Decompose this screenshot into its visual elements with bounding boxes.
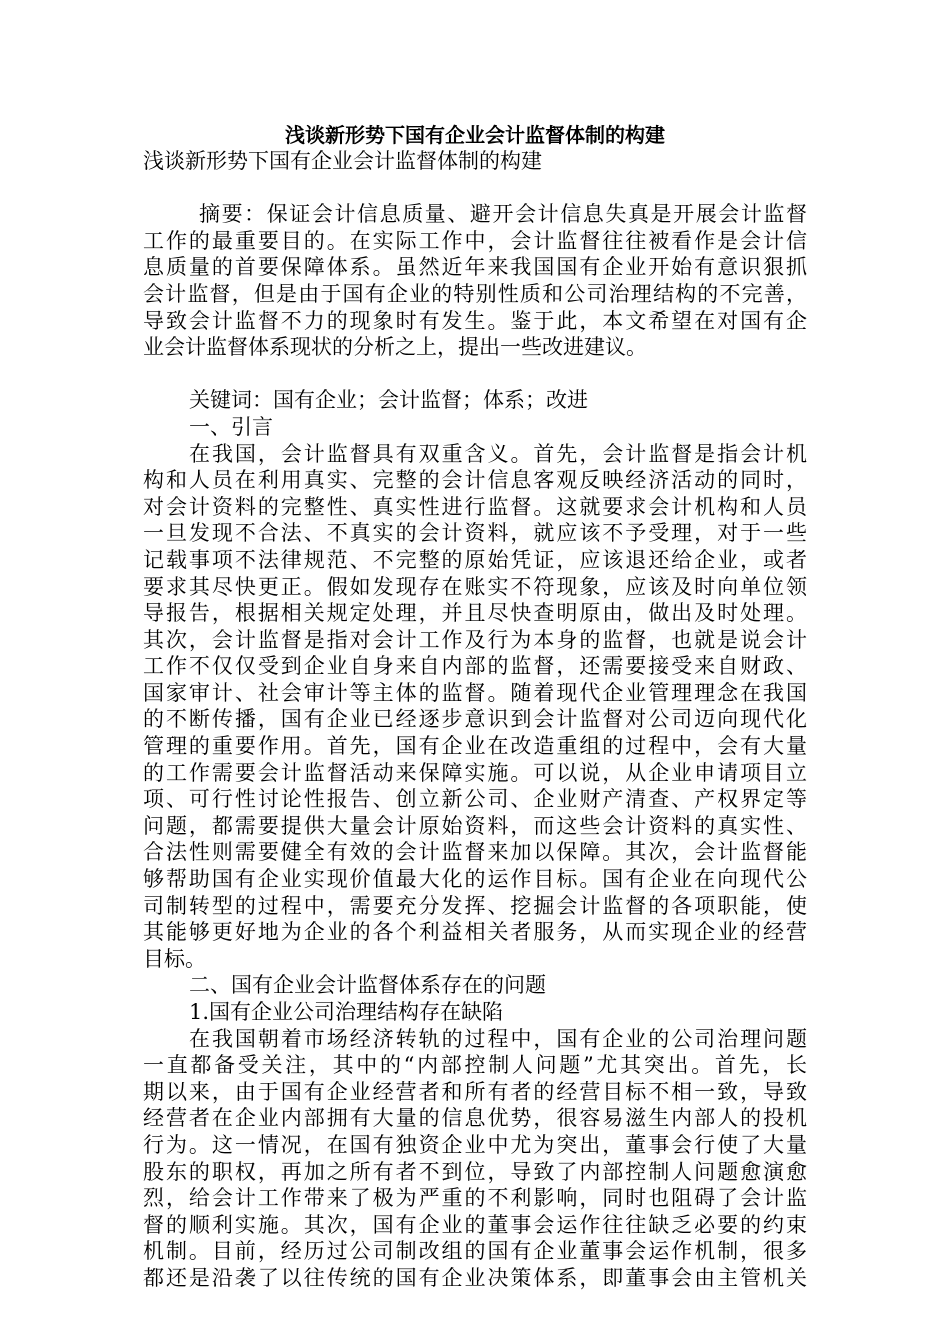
document-title: 浅谈新形势下国有企业会计监督体制的构建 bbox=[285, 123, 665, 147]
paragraph-line: 在我国朝着市场经济转轨的过程中，国有企业的公司治理问题 bbox=[189, 1026, 807, 1051]
paragraph-line: 构和人员在利用真实、完整的会计信息客观反映经济活动的同时， bbox=[143, 468, 807, 493]
paragraph-line: 督的顺利实施。其次，国有企业的董事会运作往往缺乏必要的约束 bbox=[143, 1212, 807, 1237]
paragraph-line: 机制。目前，经历过公司制改组的国有企业董事会运作机制，很多 bbox=[143, 1239, 807, 1264]
paragraph-line: 要求其尽快更正。假如发现存在账实不符现象，应该及时向单位领 bbox=[143, 574, 807, 599]
paragraph-line: 都还是沿袭了以往传统的国有企业决策体系，即董事会由主管机关 bbox=[143, 1265, 807, 1290]
paragraph-line: 经营者在企业内部拥有大量的信息优势，很容易滋生内部人的投机 bbox=[143, 1106, 807, 1131]
paragraph-line: 烈，给会计工作带来了极为严重的不利影响，同时也阻碍了会计监 bbox=[143, 1186, 807, 1211]
abstract-line: 导致会计监督不力的现象时有发生。鉴于此，本文希望在对国有企 bbox=[143, 308, 807, 333]
paragraph-line: 司制转型的过程中，需要充分发挥、挖掘会计监督的各项职能，使 bbox=[143, 893, 807, 918]
paragraph-line: 的工作需要会计监督活动来保障实施。可以说，从企业申请项目立 bbox=[143, 760, 807, 785]
document-body bbox=[143, 148, 807, 1292]
governance-paragraph bbox=[143, 1026, 807, 1292]
abstract-line: 工作的最重要目的。在实际工作中，会计监督往往被看作是会计信 bbox=[143, 228, 807, 253]
paragraph-line: 其次，会计监督是指对会计工作及行为本身的监督，也就是说会计 bbox=[143, 627, 807, 652]
abstract-line: 摘要：保证会计信息质量、避开会计信息失真是开展会计监督 bbox=[199, 202, 807, 227]
paragraph-line: 记载事项不法律规范、不完整的原始凭证，应该退还给企业，或者 bbox=[143, 547, 807, 572]
blank-line bbox=[143, 175, 807, 202]
paragraph-line: 的不断传播，国有企业已经逐步意识到会计监督对公司迈向现代化 bbox=[143, 707, 807, 732]
abstract-line: 会计监督，但是由于国有企业的特别性质和公司治理结构的不完善， bbox=[143, 281, 807, 306]
paragraph-line: 够帮助国有企业实现价值最大化的运作目标。国有企业在向现代公 bbox=[143, 867, 807, 892]
document-subtitle: 浅谈新形势下国有企业会计监督体制的构建 bbox=[143, 149, 542, 173]
keywords-line: 关键词：国有企业；会计监督；体系；改进 bbox=[189, 388, 588, 413]
subsection-heading-governance: 1.国有企业公司治理结构存在缺陷 bbox=[189, 1000, 504, 1024]
section-heading-problems: 二、国有企业会计监督体系存在的问题 bbox=[189, 973, 546, 998]
abstract-line: 息质量的首要保障体系。虽然近年来我国国有企业开始有意识狠抓 bbox=[143, 255, 807, 280]
paragraph-line: 项、可行性讨论性报告、创立新公司、企业财产清查、产权界定等 bbox=[143, 787, 807, 812]
paragraph-line: 期以来，由于国有企业经营者和所有者的经营目标不相一致，导致 bbox=[143, 1079, 807, 1104]
paragraph-line: 一旦发现不合法、不真实的会计资料，就应该不予受理，对于一些 bbox=[143, 521, 807, 546]
section-heading-introduction: 一、引言 bbox=[189, 414, 273, 439]
paragraph-line: 行为。这一情况，在国有独资企业中尤为突出，董事会行使了大量 bbox=[143, 1132, 807, 1157]
paragraph-line: 一直都备受关注，其中的“内部控制人问题”尤其突出。首先，长 bbox=[143, 1053, 807, 1078]
paragraph-line: 其能够更好地为企业的各个利益相关者服务，从而实现企业的经营 bbox=[143, 920, 807, 945]
paragraph-line: 合法性则需要健全有效的会计监督来加以保障。其次，会计监督能 bbox=[143, 840, 807, 865]
paragraph-line: 管理的重要作用。首先，国有企业在改造重组的过程中，会有大量 bbox=[143, 734, 807, 759]
paragraph-line: 在我国，会计监督具有双重含义。首先，会计监督是指会计机 bbox=[189, 441, 807, 466]
paragraph-line: 国家审计、社会审计等主体的监督。随着现代企业管理理念在我国 bbox=[143, 680, 807, 705]
paragraph-line: 股东的职权，再加之所有者不到位，导致了内部控制人问题愈演愈 bbox=[143, 1159, 807, 1184]
paragraph-line: 对会计资料的完整性、真实性进行监督。这就要求会计机构和人员 bbox=[143, 494, 807, 519]
paragraph-line: 导报告，根据相关规定处理，并且尽快查明原由，做出及时处理。 bbox=[143, 601, 807, 626]
abstract-paragraph bbox=[143, 201, 807, 361]
abstract-line: 业会计监督体系现状的分析之上，提出一些改进建议。 bbox=[143, 335, 647, 360]
paragraph-line: 工作不仅仅受到企业自身来自内部的监督，还需要接受来自财政、 bbox=[143, 654, 807, 679]
introduction-paragraph bbox=[143, 441, 807, 973]
blank-line bbox=[143, 361, 807, 388]
paragraph-line: 目标。 bbox=[143, 946, 206, 971]
paragraph-line: 问题，都需要提供大量会计原始资料，而这些会计资料的真实性、 bbox=[143, 813, 807, 838]
